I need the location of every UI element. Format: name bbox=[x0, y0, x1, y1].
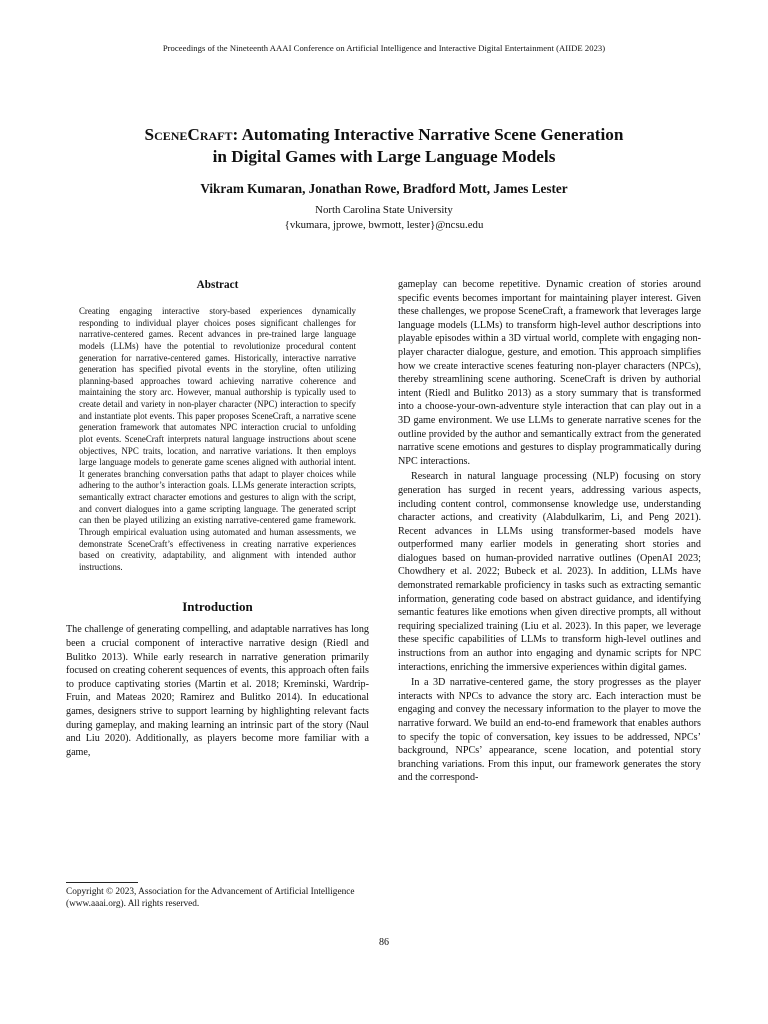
intro-paragraph-2: Research in natural language processing (NLP) focusing on story generation has surged in recent years, addressing various aspects, including content control, commonsense knowledge use, understanding character actions, and creativity (Alabdulkarim, Li, and Peng 2021). Recent advances in LLMs using transformer-based models have outperformed many earlier models in generating short stories and dialogues based on human-provided narrative outlines (OpenAI 2023; Chowdhery et al. 2022; Bubeck et al. 2023). In addition, LLMs have demonstrated remarkable proficiency in tasks such as extracting semantic information, generating code based on abstract guidance, and identifying semantic features like emotions when given directive prompts, all without requiring specialized training (Liu et al. 2023). In this paper, we leverage these specific capabilities of LLMs to transform high-level outlines and instructions from an author into engaging and dynamic scripts for NPC interactions, enriching the immersive experiences within digital games. bbox=[398, 471, 701, 673]
footnote-rule bbox=[66, 882, 138, 883]
running-header: Proceedings of the Nineteenth AAAI Conference on Artificial Intelligence and Interactive Digital Entertainment (AIIDE 2023) bbox=[162, 43, 606, 53]
title-line2: in Digital Games with Large Language Models bbox=[212, 146, 556, 166]
copyright-text: Copyright © 2023, Association for the Advancement of Artificial Intelligence (www.aaai.org). All rights reserved. bbox=[66, 887, 355, 909]
title-block bbox=[0, 124, 768, 232]
intro-paragraph-1-continued: gameplay can become repetitive. Dynamic creation of stories around specific events becomes important for maintaining player interest. Given these challenges, we propose SceneCraft, a framework that leverages large language models (LLMs) to transform high-level author descriptions into playable episodes within a 3D virtual world, complete with engaging non-player character dialogue, gesture, and emotion. This approach simplifies how we create interactive scenes featuring non-player characters (NPCs), thereby streamlining scene authoring. SceneCraft is driven by authorial intent (Riedl and Bulitko 2013) as a story summary that is transformed into a choose-your-own-adventure style interaction that can play out in a 3D game environment. We use LLMs to generate narrative scenes for the outline provided by the author and semantically extract from the generated narrative scene emotions and gestures to display programmatically during NPC interactions. bbox=[398, 279, 701, 467]
introduction-heading: Introduction bbox=[182, 599, 253, 615]
paper-title bbox=[0, 124, 768, 167]
left-column bbox=[66, 278, 369, 759]
author-emails: {vkumara, jprowe, bwmott, lester}@ncsu.edu bbox=[284, 218, 484, 231]
right-column bbox=[398, 278, 701, 785]
title-system-name: SceneCraft bbox=[144, 125, 233, 144]
copyright-footnote bbox=[66, 882, 369, 910]
page-number: 86 bbox=[379, 937, 389, 948]
title-line1: : Automating Interactive Narrative Scene Generation bbox=[232, 125, 624, 144]
intro-paragraph-1: The challenge of generating compelling, and adaptable narratives has long been a crucial component of interactive narrative design (Riedl and Bulitko 2013). While early research in narrative generation primarily focused on creating coherent sequences of events, this approach often fails to produce captivating stories (Martin et al. 2018; Kreminski, Wardrip-Fruin, and Mateas 2020; Ramirez and Bulitko 2014). In educational games, designers strive to support learning by highlighting relevant facts during gameplay, and making learning an intrinsic part of the story (Naul and Liu 2020). Additionally, as players become more familiar with a game, bbox=[66, 624, 369, 758]
intro-paragraph-3: In a 3D narrative-centered game, the story progresses as the player interacts with NPCs to advance the story arc. Each interaction must be engaging and convey the necessary information to the player to move the narrative forward. We build an end-to-end framework that enables authors to specify the topic of conversation, key issues to be addressed, NPCs’ background, NPCs’ appearance, scene location, and potential story branching variations. From this input, our framework generates the story and the correspond- bbox=[398, 677, 701, 784]
author-list: Vikram Kumaran, Jonathan Rowe, Bradford Mott, James Lester bbox=[200, 181, 568, 196]
abstract-heading: Abstract bbox=[196, 279, 239, 291]
affiliation: North Carolina State University bbox=[315, 204, 453, 216]
affiliation-block bbox=[0, 203, 768, 232]
abstract-text: Creating engaging interactive story-based experiences dynamically responding to individual player choices poses significant challenges for narrative-centered games. Recent advances in pre-trained large language models (LLMs) have the potential to revolutionize procedural content generation for narrative-centered games. Historically, interactive narrative generation has specified pivotal events in the storyline, often utilizing planning-based approaches toward achieving narrative coherence and maintaining the story arc. However, manual authorship is typically used to create detail and variety in non-player character (NPC) interaction to specify and instantiate plot events. This paper proposes SceneCraft, a narrative scene generation framework that automates NPC interaction crucial to unfolding plot events. SceneCraft interprets natural language instructions about scene objectives, NPC traits, location, and narrative variations. It then employs large language models to generate game scenes aligned with authorial intent. It generates branching conversation paths that adapt to player choices while adhering to the author’s interaction goals. LLMs generate interaction scripts, semantically extract character emotions and gestures to align with the script, and convert dialogues into a game scripting language. The generated script can then be played utilizing an existing narrative-centered game framework. Through empirical evaluation using automated and human assessments, we demonstrate SceneCraft’s effectiveness in creating narrative experiences based on creativity, adaptability, and alignment with intended author instructions. bbox=[79, 306, 356, 572]
